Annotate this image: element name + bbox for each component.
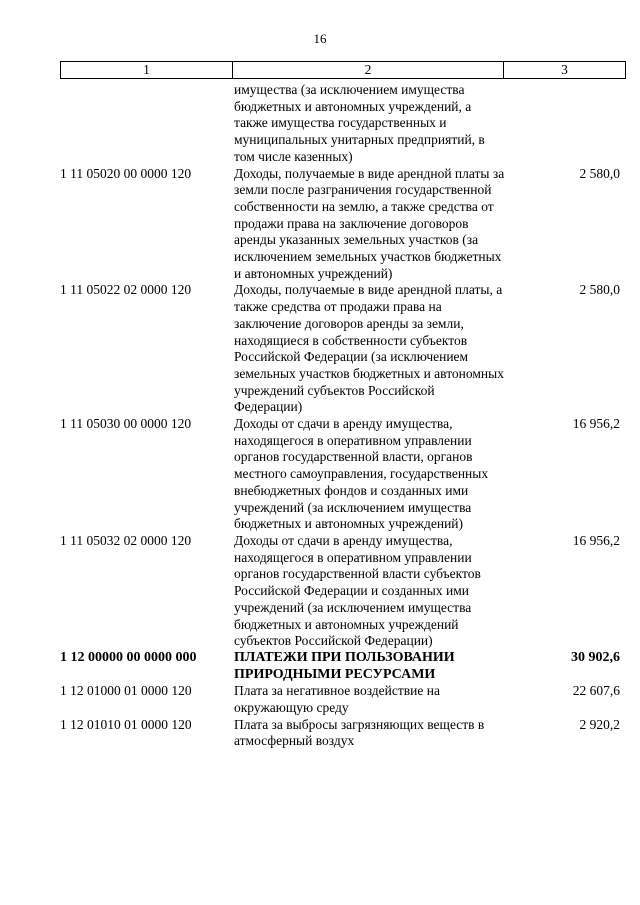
budget-code: 1 12 01000 01 0000 120 bbox=[60, 683, 192, 699]
table-row bbox=[60, 533, 625, 650]
column-header-1: 1 bbox=[61, 62, 233, 79]
row-description: Доходы, получаемые в виде арендной платы за земли после разграничения государственной собственности на землю, а также средства от продажи права на заключение договоров аренды указанных земельных участков (за исключением земельных участков бюджетных и автономных учреждений) bbox=[234, 165, 505, 281]
row-description: Доходы от сдачи в аренду имущества, находящегося в оперативном управлении органов государственной власти, органов местного самоуправления, государственных внебюджетных фондов и созданных ими учреждений (за исключением имущества бюджетных и автономных учреждений) bbox=[234, 416, 489, 532]
row-amount: 16 956,2 bbox=[572, 532, 620, 548]
table-row-section-heading bbox=[60, 650, 625, 683]
budget-code: 1 12 01010 01 0000 120 bbox=[60, 716, 192, 732]
budget-code: 1 12 00000 00 0000 000 bbox=[60, 649, 197, 665]
row-description: Плата за выбросы загрязняющих веществ в атмосферный воздух bbox=[234, 716, 485, 749]
row-description: Доходы от сдачи в аренду имущества, находящегося в оперативном управлении органов государственной власти субъектов Российской Федерации и созданных ими учреждений (за исключением имущества бюджетных и автономных учреждений субъектов Российской Федерации) bbox=[234, 532, 481, 649]
row-description: Доходы, получаемые в виде арендной платы, а также средства от продажи права на заключение договоров аренды за земли, находящиеся в собственности субъектов Российской Федерации (за исключением земельных участков бюджетных и автономных учреждений субъектов Российской Федерации) bbox=[234, 282, 504, 415]
table-row bbox=[60, 166, 625, 283]
row-amount: 2 580,0 bbox=[579, 282, 620, 298]
budget-table-body bbox=[60, 82, 625, 750]
table-row bbox=[60, 683, 625, 716]
row-amount: 16 956,2 bbox=[572, 416, 620, 432]
row-description: имущества (за исключением имущества бюджетных и автономных учреждений, а также имущества государственных и муниципальных унитарных предприятий, в том числе казенных) bbox=[234, 82, 485, 164]
column-header-2: 2 bbox=[233, 62, 504, 79]
page-number: 16 bbox=[313, 31, 327, 46]
table-row bbox=[60, 82, 625, 166]
row-amount: 30 902,6 bbox=[571, 649, 620, 665]
table-row bbox=[60, 282, 625, 416]
budget-code: 1 11 05032 02 0000 120 bbox=[60, 532, 192, 548]
row-amount: 22 607,6 bbox=[572, 683, 620, 699]
row-description: ПЛАТЕЖИ ПРИ ПОЛЬЗОВАНИИ ПРИРОДНЫМИ РЕСУРСАМИ bbox=[234, 649, 455, 682]
row-description: Плата за негативное воздействие на окружающую среду bbox=[234, 683, 440, 716]
table-header bbox=[60, 61, 626, 79]
row-amount: 2 920,2 bbox=[579, 716, 620, 732]
column-header-3: 3 bbox=[504, 62, 626, 79]
row-amount: 2 580,0 bbox=[579, 165, 620, 181]
table-row bbox=[60, 717, 625, 750]
table-row bbox=[60, 416, 625, 533]
budget-code: 1 11 05020 00 0000 120 bbox=[60, 165, 192, 181]
budget-code: 1 11 05030 00 0000 120 bbox=[60, 416, 192, 432]
budget-code: 1 11 05022 02 0000 120 bbox=[60, 282, 192, 298]
